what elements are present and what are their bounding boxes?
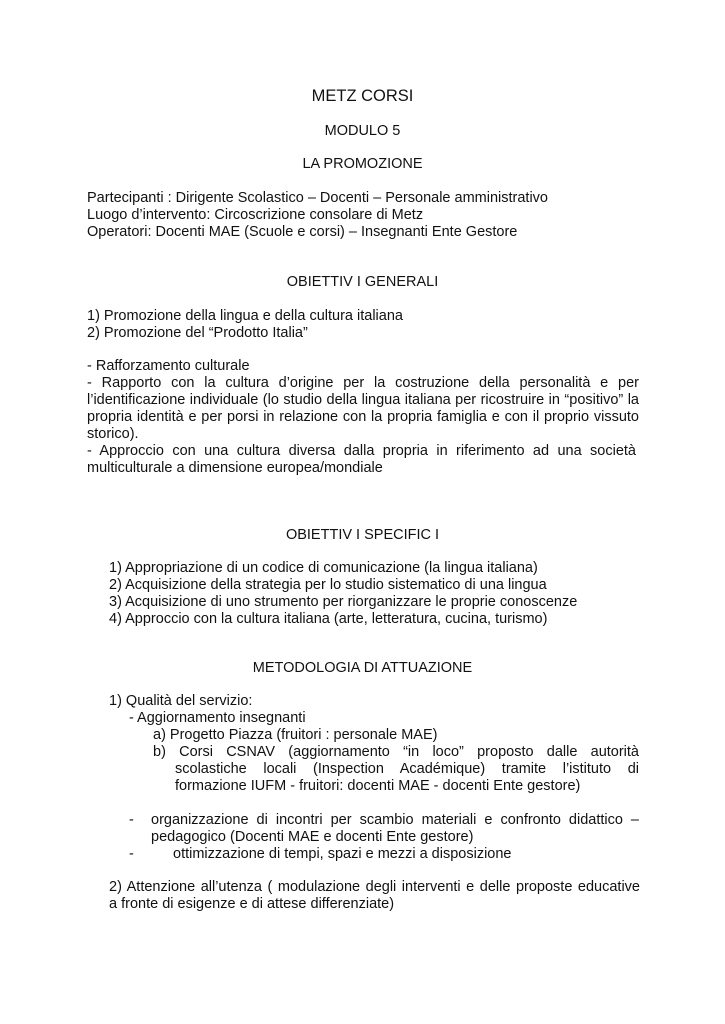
general-note: storico). [87,426,139,442]
list-dash: - [129,812,134,828]
general-note: - Rapporto con la cultura d’origine per la costruzione della personalità e per [87,375,639,391]
method-subitem: scolastiche locali (Inspection Académique) tramite l’istituto di [175,761,639,777]
specific-item: 4) Approccio con la cultura italiana (arte, letteratura, cucina, turismo) [109,611,548,627]
method-subitem: a) Progetto Piazza (fruitori : personale MAE) [153,727,438,743]
method-subitem: b) Corsi CSNAV (aggiornamento “in loco” proposto dalle autorità [153,744,639,760]
general-note: l’identificazione individuale (lo studio della lingua italiana per ricostruire in “positivo” la [87,392,639,408]
methodology-heading: METODOLOGIA DI ATTUAZIONE [252,660,473,676]
method-subitem: formazione IUFM - fruitori: docenti MAE - docenti Ente gestore) [175,778,581,794]
general-item: 1) Promozione della lingua e della cultura italiana [87,308,403,324]
general-note: - Approccio con una cultura diversa dalla propria in riferimento ad una società [87,443,636,459]
specific-item: 3) Acquisizione di uno strumento per riorganizzare le proprie conoscenze [109,594,578,610]
general-note: propria identità e per porsi in relazione con la propria famiglia e con il proprio vissuto [87,409,639,425]
module-label: MODULO 5 [324,123,401,139]
method-item: 2) Attenzione all’utenza ( modulazione degli interventi e delle proposte educative [109,879,640,895]
method-item: 1) Qualità del servizio: [109,693,253,709]
specific-objectives-heading: OBIETTIV I SPECIFIC I [285,527,440,543]
section-title: LA PROMOZIONE [302,156,423,172]
general-objectives-heading: OBIETTIV I GENERALI [286,274,439,290]
method-subitem: organizzazione di incontri per scambio materiali e confronto didattico – [151,812,639,828]
general-note: - Rafforzamento culturale [87,358,250,374]
method-subitem: - Aggiornamento insegnanti [129,710,306,726]
general-item: 2) Promozione del “Prodotto Italia” [87,325,308,341]
specific-item: 2) Acquisizione della strategia per lo studio sistematico di una lingua [109,577,547,593]
list-dash: - [129,846,134,862]
method-subitem: pedagogico (Docenti MAE e docenti Ente gestore) [151,829,474,845]
specific-item: 1) Appropriazione di un codice di comunicazione (la lingua italiana) [109,560,538,576]
info-line: Operatori: Docenti MAE (Scuole e corsi) – Insegnanti Ente Gestore [87,224,518,240]
general-note: multiculturale a dimensione europea/mondiale [87,460,383,476]
info-line: Partecipanti : Dirigente Scolastico – Docenti – Personale amministrativo [87,190,548,206]
info-line: Luogo d’intervento: Circoscrizione consolare di Metz [87,207,424,223]
method-item: a fronte di esigenze e di attese differenziate) [109,896,395,912]
doc-title: METZ CORSI [311,87,414,105]
method-subitem: ottimizzazione di tempi, spazi e mezzi a disposizione [173,846,512,862]
